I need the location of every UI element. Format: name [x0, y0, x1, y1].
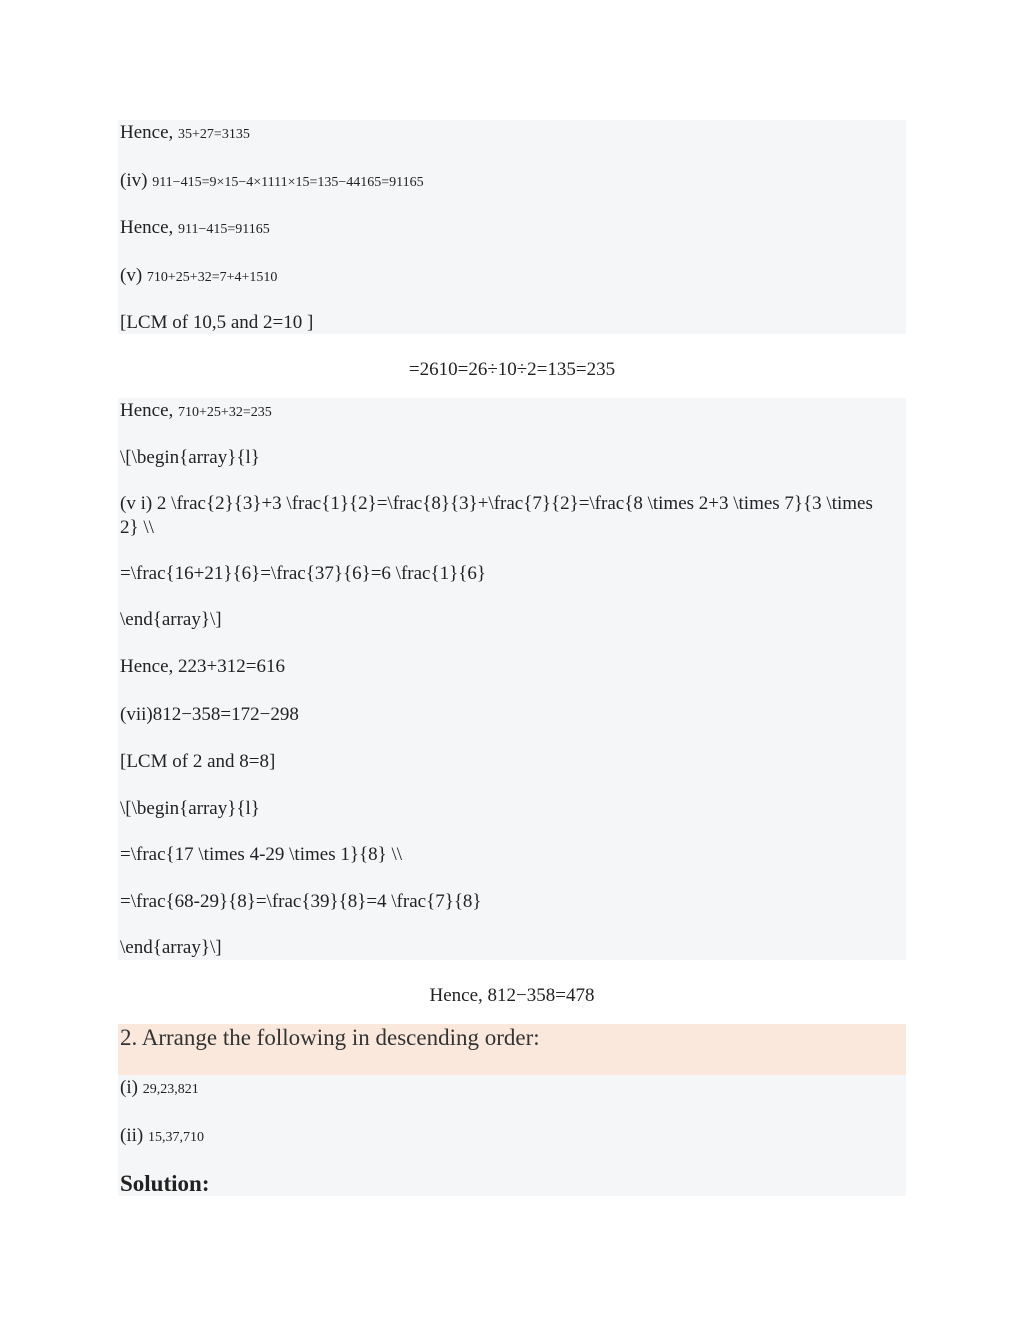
math-expression: 710+25+32=235 [178, 405, 272, 420]
math-expression: 15,37,710 [147, 1130, 204, 1145]
question-part-ii [120, 1124, 880, 1150]
part-label: (i) [120, 1077, 143, 1098]
latex-end-2: \end{array}\] [120, 937, 222, 958]
hence-label: Hence, [120, 400, 179, 421]
math-expression: 911−415=91165 [178, 222, 270, 237]
content-block-2 [118, 398, 906, 960]
latex-line-3: =\frac{68-29}{8}=\frac{39}{8}=4 \frac{7}{8} [120, 891, 482, 912]
hence-line-3 [120, 399, 880, 425]
lcm-note-1: [LCM of 10,5 and 2=10 ] [120, 312, 314, 333]
latex-end-1: \end{array}\] [120, 609, 222, 630]
math-expression: 35+27=3135 [178, 127, 250, 142]
hence-line-1 [120, 121, 880, 147]
hence-label: Hence, [120, 656, 179, 677]
hence-label: Hence, [120, 217, 179, 238]
hence-line-2 [120, 216, 880, 242]
solution-label: Solution: [120, 1171, 210, 1196]
part-v-line [120, 264, 880, 290]
latex-line-1: =\frac{16+21}{6}=\frac{37}{6}=6 \frac{1}{6} [120, 563, 486, 584]
part-vii-line [120, 703, 880, 727]
lcm-note-2: [LCM of 2 and 8=8] [120, 751, 276, 772]
hence-label: Hence, [120, 122, 179, 143]
part-iv-line [120, 169, 880, 195]
latex-begin-2: \[\begin{array}{l} [120, 798, 260, 819]
part-label: (iv) [120, 170, 153, 191]
part-label: (ii) [120, 1125, 148, 1146]
latex-line-2: =\frac{17 \times 4-29 \times 1}{8} \\ [120, 844, 403, 865]
part-label: (vii) [120, 704, 153, 725]
latex-begin-1: \[\begin{array}{l} [120, 447, 260, 468]
part-label: (v) [120, 265, 147, 286]
question-part-i [120, 1076, 880, 1102]
centered-equation-2: Hence, 812−358=478 [429, 985, 595, 1006]
question-heading: 2. Arrange the following in descending order: [120, 1025, 540, 1050]
math-expression: 710+25+32=7+4+1510 [146, 270, 278, 285]
math-expression: 29,23,821 [142, 1082, 199, 1097]
math-expression: 911−415=9×15−4×1111×15=135−44165=91165 [152, 175, 424, 190]
hence-line-4 [120, 655, 880, 679]
centered-equation-1: =2610=26÷10÷2=135=235 [408, 359, 616, 380]
part-vi-line: (v i) 2 \frac{2}{3}+3 \frac{1}{2}=\frac{8}{3}+\frac{7}{2}=\frac{8 \times 2+3 \times 7}{3 \times 2} \\ [120, 493, 873, 538]
math-expression: 812−358=172−298 [152, 704, 299, 725]
math-expression: 223+312=616 [178, 656, 285, 677]
